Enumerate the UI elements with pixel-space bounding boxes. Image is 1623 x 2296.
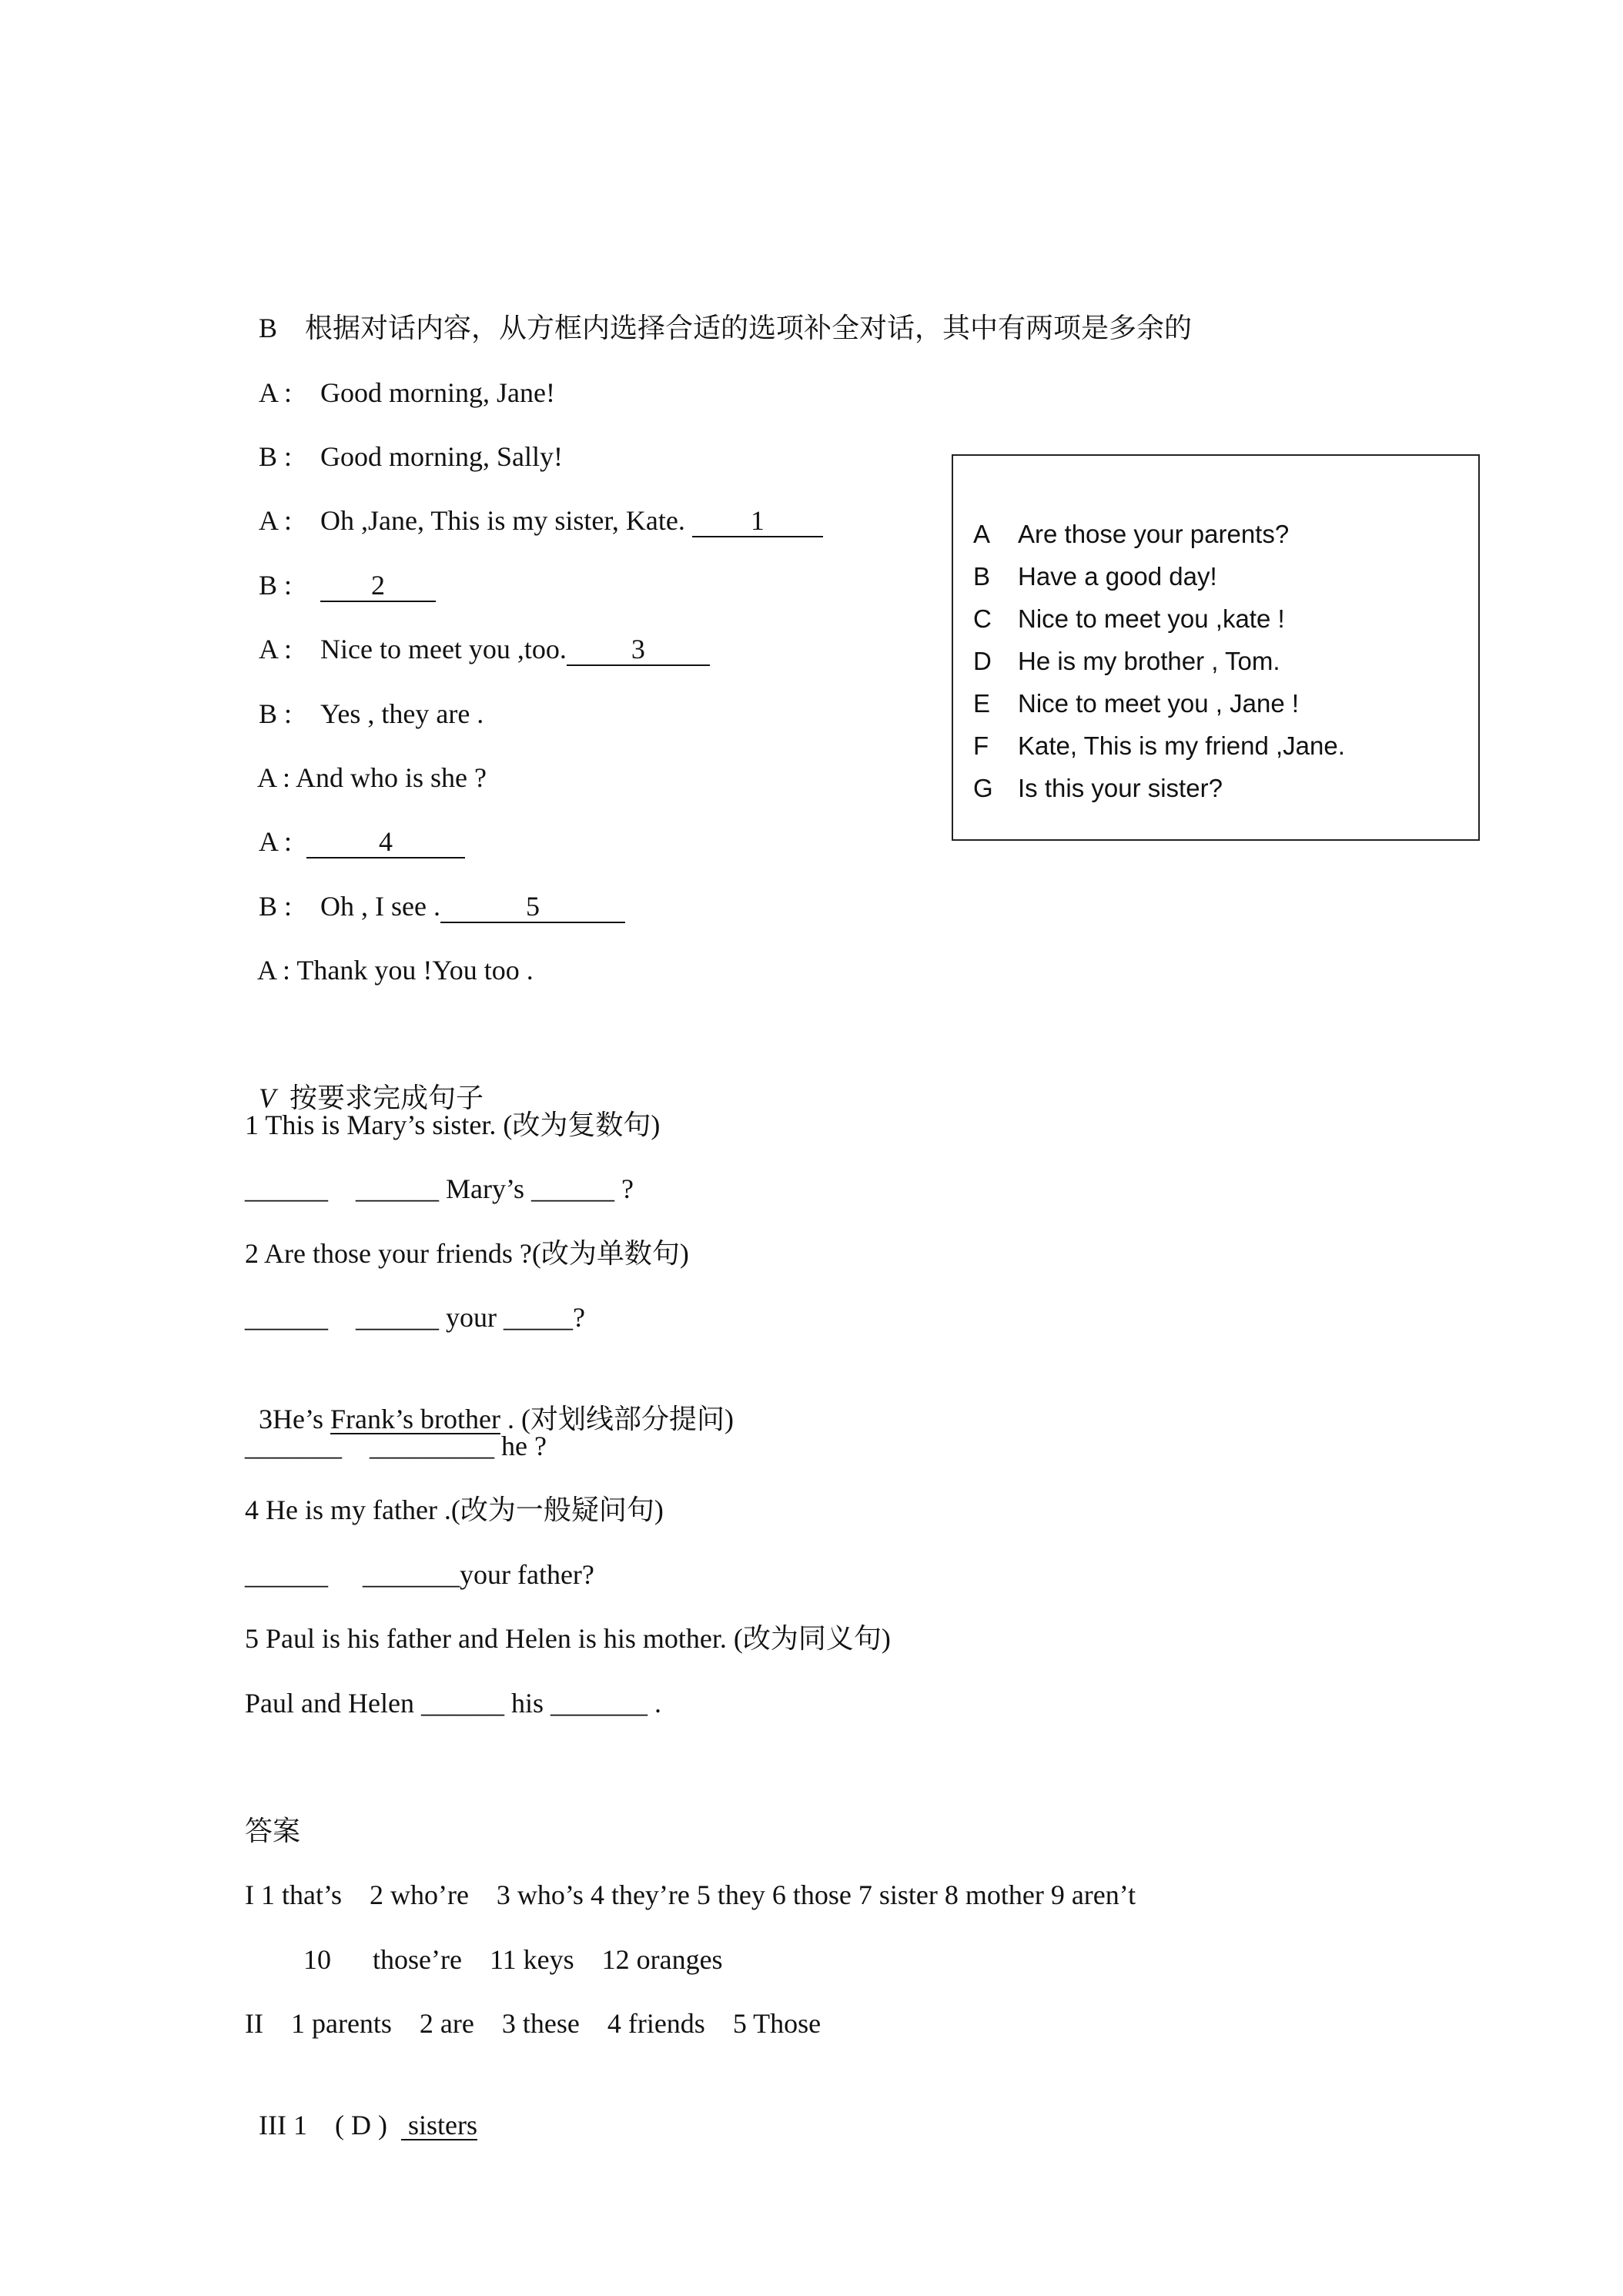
exercise-3-answer-line[interactable]: _______ _________ he ?	[245, 1431, 547, 1461]
option-f: F Kate, This is my friend ,Jane.	[973, 731, 1345, 760]
dialogue-text: Oh ,Jane, This is my sister, Kate.	[320, 505, 685, 536]
underlined-answer: sisters	[400, 2110, 477, 2140]
dialogue-line-9	[245, 851, 625, 925]
section-v-heading	[245, 1043, 484, 1116]
section-b-heading	[245, 273, 1192, 346]
dialogue-line-4	[245, 530, 436, 604]
dialogue-text: Yes , they are .	[320, 698, 484, 729]
dialogue-line-1	[245, 337, 555, 411]
answers-line-4: III 1 ( D ) sisters	[259, 2110, 477, 2140]
underlined-phrase: Frank’s brother	[330, 1404, 500, 1434]
dialogue-text: A : And who is she ?	[257, 762, 487, 793]
exercise-3-prompt: 3He’s Frank’s brother . (对划线部分提问)	[259, 1404, 734, 1434]
answers-title: 答案	[245, 1816, 301, 1846]
dialogue-text: A : Thank you !You too .	[257, 955, 534, 986]
dialogue-line-5	[245, 594, 710, 668]
exercise-1-prompt: 1 This is Mary’s sister. (改为复数句)	[245, 1110, 661, 1140]
answer-blank-4[interactable]: 4	[306, 826, 465, 858]
option-a: A Are those your parents?	[973, 520, 1290, 548]
options-box	[952, 454, 1480, 841]
section-b-letter: B	[259, 313, 278, 343]
speaker: A :	[259, 505, 293, 536]
option-g: G Is this your sister?	[973, 774, 1223, 802]
section-b-instruction: 根据对话内容，从方框内选择合适的选项补全对话，其中有两项是多余的	[305, 313, 1193, 343]
option-d: D He is my brother , Tom.	[973, 647, 1280, 675]
answer-blank-5[interactable]: 5	[440, 891, 625, 923]
answers-line-2: 10 those’re 11 keys 12 oranges	[303, 1944, 723, 1975]
dialogue-line-3	[245, 465, 823, 539]
dialogue-line-10	[245, 915, 534, 989]
section-v-numeral: V	[259, 1083, 276, 1113]
exercise-1-answer-line[interactable]: ______ ______ Mary’s ______ ?	[245, 1173, 634, 1204]
dialogue-text: Nice to meet you ,too.	[320, 634, 567, 664]
option-b: B Have a good day!	[973, 562, 1217, 591]
option-e: E Nice to meet you , Jane !	[973, 689, 1300, 718]
exercise-4-prompt: 4 He is my father .(改为一般疑问句)	[245, 1494, 664, 1525]
dialogue-text: Oh , I see .	[320, 891, 440, 922]
answer-blank-3[interactable]: 3	[567, 634, 710, 666]
speaker: B :	[259, 891, 293, 922]
answers-line-1: I 1 that’s 2 who’re 3 who’s 4 they’re 5 they 6 those 7 sister 8 mother 9 aren’t	[245, 1879, 1136, 1910]
dialogue-text: Good morning, Sally!	[320, 441, 563, 472]
dialogue-text: Good morning, Jane!	[320, 377, 555, 408]
dialogue-line-7	[245, 722, 487, 796]
speaker: B :	[259, 570, 293, 601]
speaker: B :	[259, 441, 293, 472]
answer-blank-1[interactable]: 1	[692, 505, 823, 537]
exercise-5-answer-line[interactable]: Paul and Helen ______ his _______ .	[245, 1688, 661, 1719]
dialogue-line-2	[245, 401, 563, 475]
dialogue-line-6	[245, 658, 484, 732]
dialogue-line-8	[245, 786, 465, 860]
answer-blank-2[interactable]: 2	[320, 570, 436, 602]
section-v-title: 按要求完成句子	[289, 1083, 484, 1113]
exercise-2-answer-line[interactable]: ______ ______ your _____?	[245, 1302, 585, 1333]
exercise-5-prompt: 5 Paul is his father and Helen is his mother. (改为同义句)	[245, 1623, 891, 1654]
speaker: A :	[259, 826, 293, 857]
option-c: C Nice to meet you ,kate !	[973, 604, 1285, 633]
speaker: B :	[259, 698, 293, 729]
exercise-4-answer-line[interactable]: ______ _______your father?	[245, 1559, 594, 1590]
speaker: A :	[259, 377, 293, 408]
exercise-2-prompt: 2 Are those your friends ?(改为单数句)	[245, 1238, 689, 1269]
answers-line-3: II 1 parents 2 are 3 these 4 friends 5 Those	[245, 2008, 822, 2039]
speaker: A :	[259, 634, 293, 664]
